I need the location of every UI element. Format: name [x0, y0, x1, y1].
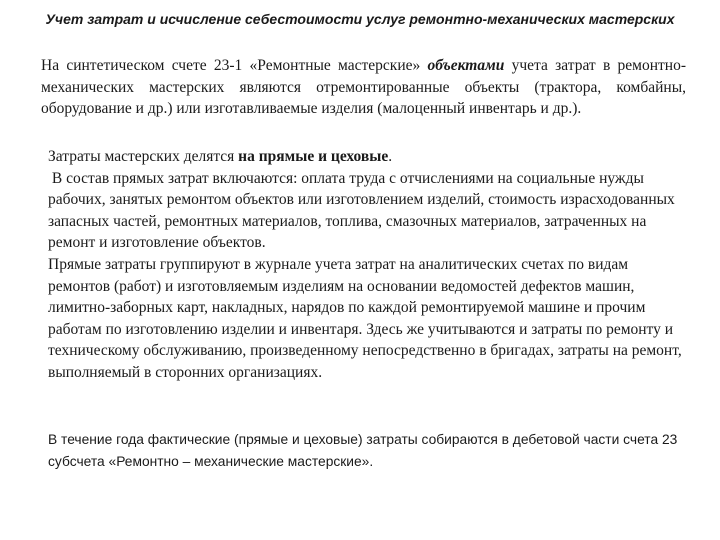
intro-emphasis: объектами — [427, 57, 505, 74]
yearly-costs-block — [48, 429, 688, 472]
intro-text-start: На синтетическом счете 23-1 «Ремонтные мастерские» — [41, 57, 428, 74]
cost-types-end: . — [388, 148, 393, 165]
intro-paragraph — [41, 55, 686, 120]
cost-types-bold: на прямые и цеховые — [238, 148, 389, 165]
direct-costs-paragraph: В состав прямых затрат включаются: оплата труда с отчислениями на социальные нужды рабочих, занятых ремонтом объектов или изготовлением изделий, стоимость израсходованных запасных частей, ремонтных материалов, топлива, смазочных материалов, затраченных на ремонт и изготовление объектов. — [48, 169, 679, 252]
cost-types-text: Затраты мастерских делятся — [48, 148, 239, 165]
intro-text-end: учета затрат в ремонтно-механических мастерских являются отремонтированные объекты (трактора, комбайны, оборудование и др.) или изготавливаемые изделия (малоценный инвентарь и др.). — [41, 57, 686, 117]
cost-description — [48, 146, 688, 384]
cost-types-paragraph — [48, 146, 688, 168]
grouping-paragraph: Прямые затраты группируют в журнале учета затрат на аналитических счетах по видам ремонтов (работ) и изготовляемым изделиям на основании ведомостей дефектов машин, лимитно-заборных карт, накладных, нарядов по каждой ремонтируемой машине и прочим работам по изготовлению изделии и инвентаря. Здесь же учитываются и затраты по ремонту и техническому обслуживанию, произведенному непосредственно в бригадах, затраты на ремонт, выполняемый в сторонних организациях. — [48, 255, 682, 381]
page-title: Учет затрат и исчисление себестоимости услуг ремонтно-механических мастерских — [45, 11, 675, 27]
yearly-costs-paragraph: В течение года фактические (прямые и цеховые) затраты собираются в дебетовой части счета 23 субсчета «Ремонтно – механические мастерские». — [48, 432, 678, 469]
